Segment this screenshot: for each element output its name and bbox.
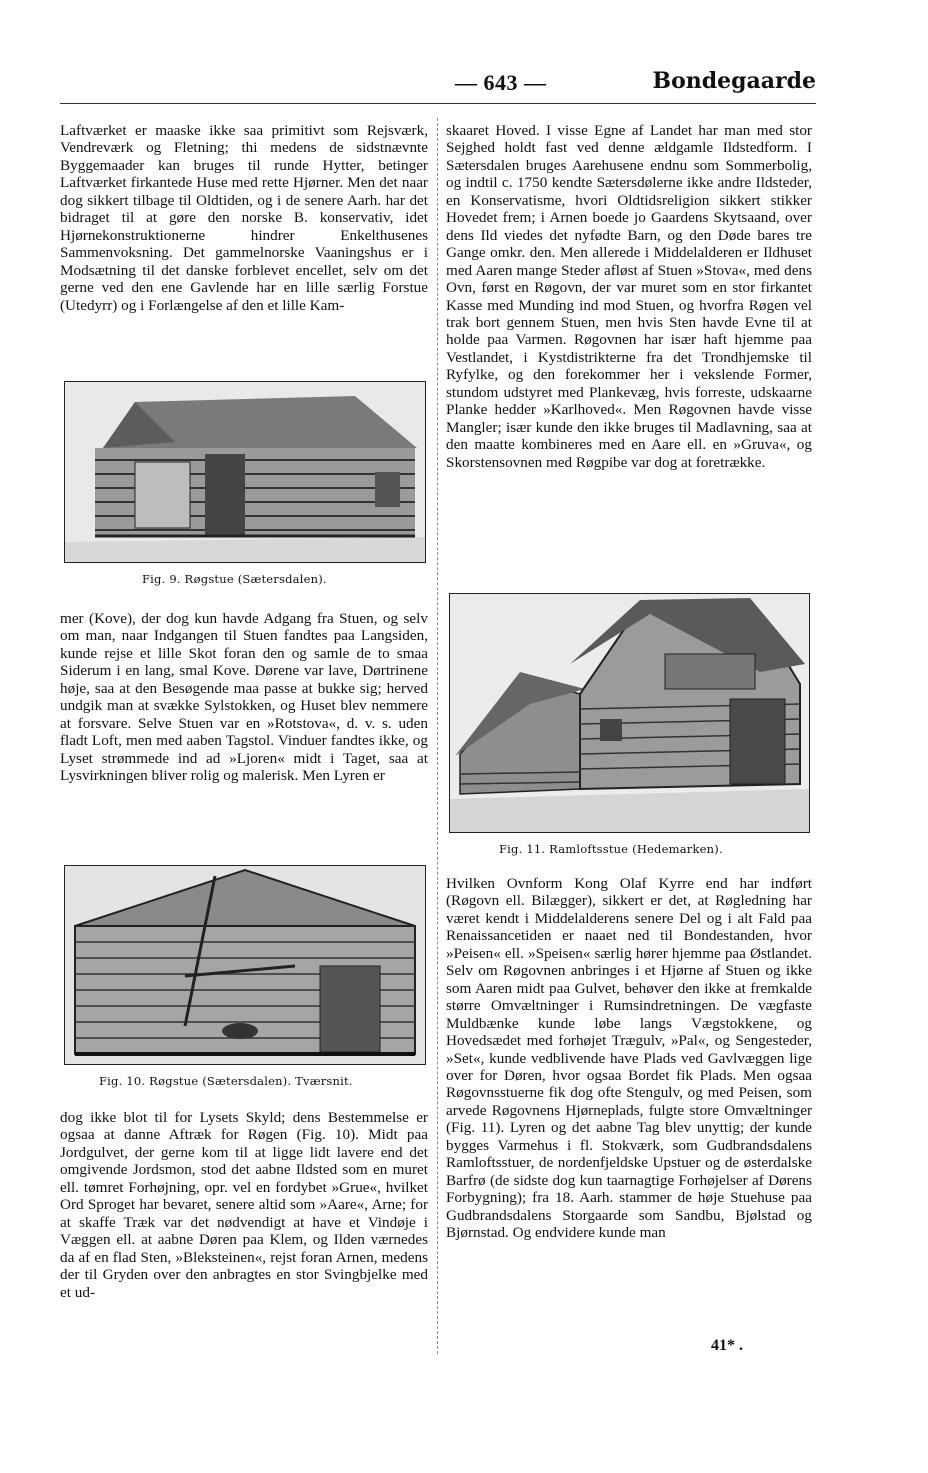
figure-11-image xyxy=(449,593,810,833)
left-text-block-2 xyxy=(60,610,428,785)
paragraph: Laftværket er maaske ikke saa primitivt som Rejsværk, Vendreværk og Fletning; thi medens de sidstnævnte Byggemaader kan bruges til runde Hytter, betinger Laftværket firkantede Huse med rette Hjørner. Men det naar dog sikkert tilbage til Oldtiden, og i de senere Aarh. har det bidraget til at gøre den norske B. konservativ, idet Hjørnekonstruktionerne hindrer Enkelthusenes Sammenvoksning. Det gammelnorske Vaaningshus er i Modsætning til det danske forblevet encellet, selv om det gerne ved den ene Gavlende har en lille særlig Forstue (Utedyrr) og i Forlængelse af den et lille Kam- xyxy=(60,122,428,314)
page-number: — 643 — xyxy=(455,70,547,95)
header-rule xyxy=(60,103,816,104)
left-text-block-1 xyxy=(60,122,428,314)
figure-11-caption: Fig. 11. Ramloftsstue (Hedemarken). xyxy=(499,842,723,856)
figure-9-image xyxy=(64,381,426,563)
paragraph: skaaret Hoved. I visse Egne af Landet har man med stor Sejghed holdt fast ved denne ældgamle Ildstedform. I Sætersdalen bruges Aarehusene endnu som Sommerbolig, og indtil c. 1750 kendte Sætersdølerne ikke andre Ildsteder, en Konservatisme, hvori Oldtidsreligion sikkert stikker Hovedet frem; i Arnen boede jo Gaardens Skytsaand, over dens Ild viedes det nyfødte Barn, og den Døde bares tre Gange omkr. den. Men allerede i Middelalderen er Ildhuset med Aaren mange Steder afløst af Stuen »Stova«, med dens Ovn, først en Røgovn, der var muret som en stor firkantet Kasse med Munding ind mod Stuen, og hvorfra Røgen vel trak bort gennem Stuen, men hvis Sten havde Evne til at holde paa Varmen. Røgovnen har især haft hjemme paa Vestlandet, i Kystdistrikterne fra det Trondhjemske til Ryfylke, og den forekommer her i vekslende Former, stundom udstyret med Plankevæg, hvis forreste, udskaarne Planke hedder »Karlhoved«. Men Røgovnen havde visse Mangler; især kunde den ikke bruges til Madlavning, saa at den maatte kombineres med en Aare ell. en »Gruva«, og Skorstensovnen med Røgpibe var dog at foretrække. xyxy=(446,122,812,471)
signature-mark: 41* . xyxy=(711,1337,743,1354)
paragraph: dog ikke blot til for Lysets Skyld; dens Bestemmelse er ogsaa at danne Aftræk for Røgen (Fig. 10). Midt paa Jordgulvet, der gerne kom til at ligge lidt lavere end det omgivende Jordsmon, stod det aabne Ildsted som en muret ell. tømret Forhøjning, opr. vel en fordybet »Grue«, hvilket Ord Sproget har bevaret, senere altid som »Aare«, Arne; for at skaffe Træk var det nødvendigt at have et Vindøje i Væggen ell. at aabne Døren paa Klem, og Ilden værnedes da af en flad Sten, »Bleksteinen«, rejst foran Arnen, medens der til Gryden over den anbragtes en stor Svingbjelke med et ud- xyxy=(60,1109,428,1301)
paragraph: Hvilken Ovnform Kong Olaf Kyrre end har indført (Røgovn ell. Bilægger), sikkert er det, at Røgledning har været kendt i Middelalderens senere Del og i alt Fald paa Renaissancetiden er naaet ned til Bondestanden, hvor »Peisen« ell. »Speisen« særlig hører hjemme paa Østlandet. Selv om Røgovnen anbringes i et Hjørne af Stuen og ikke som Aaren midt paa Gulvet, behøver den ikke at fremkalde større Omvæltninger i Rumsindretningen. De vægfaste Muldbænke kunde løbe langs Vægstokkene, og Hovedsædet med forhøjet Trægulv, »Pal«, og Sengesteder, »Set«, kunde vedblivende have Plads ved Gavlvæggen lige over for Døren, hvor ogsaa Bordet fik Plads. Men ogsaa Røgovnsstuerne fik dog ofte Stengulv, og med Peisen, som arvede Røgovnens Hjørneplads, fulgte store Omvæltninger (Fig. 11). Lyren og det aabne Tag blev unyttig; der kunde bygges Varmehus i fl. Stokværk, som Gudbrandsdalens Ramloftsstuer, de nordenfjeldske Upstuer og de østerdalske Barfrø (de sidste dog kun taarnagtige Forhøjelser af Dørens Forbygning); fra 18. Aarh. stammer de høje Stuehuse paa Gudbrandsdalens Storgaarde som Sandbu, Bjølstad og Bjørnstad. Og endvidere kunde man xyxy=(446,875,812,1242)
page-header xyxy=(60,62,816,102)
figure-9-caption: Fig. 9. Røgstue (Sætersdalen). xyxy=(142,572,327,586)
running-title: Bondegaarde xyxy=(652,68,816,94)
column-divider xyxy=(437,118,438,1354)
figure-10-caption: Fig. 10. Røgstue (Sætersdalen). Tværsnit. xyxy=(99,1074,353,1088)
paragraph: mer (Kove), der dog kun havde Adgang fra Stuen, og selv om man, naar Indgangen til Stuen fandtes paa Langsiden, kunde rejse et lille Skot foran den og samle de to smaa Siderum i en lang, smal Kove. Dørene var lave, Dørtrinene høje, saa at den Besøgende maa passe at bukke sig; herved undgik man at svække Sylstokken, og Huset blev nemmere at forsvare. Selve Stuen var en »Rotstova«, d. v. s. uden fladt Loft, men med aaben Tagstol. Vinduer fandtes ikke, og Lyset strømmede ind ad »Ljoren« midt i Taget, saa at Lysvirkningen bliver rolig og malerisk. Men Lyren er xyxy=(60,610,428,785)
figure-10-image xyxy=(64,865,426,1065)
right-text-block-1 xyxy=(446,122,812,471)
left-text-block-3 xyxy=(60,1109,428,1301)
right-text-block-2 xyxy=(446,875,812,1242)
